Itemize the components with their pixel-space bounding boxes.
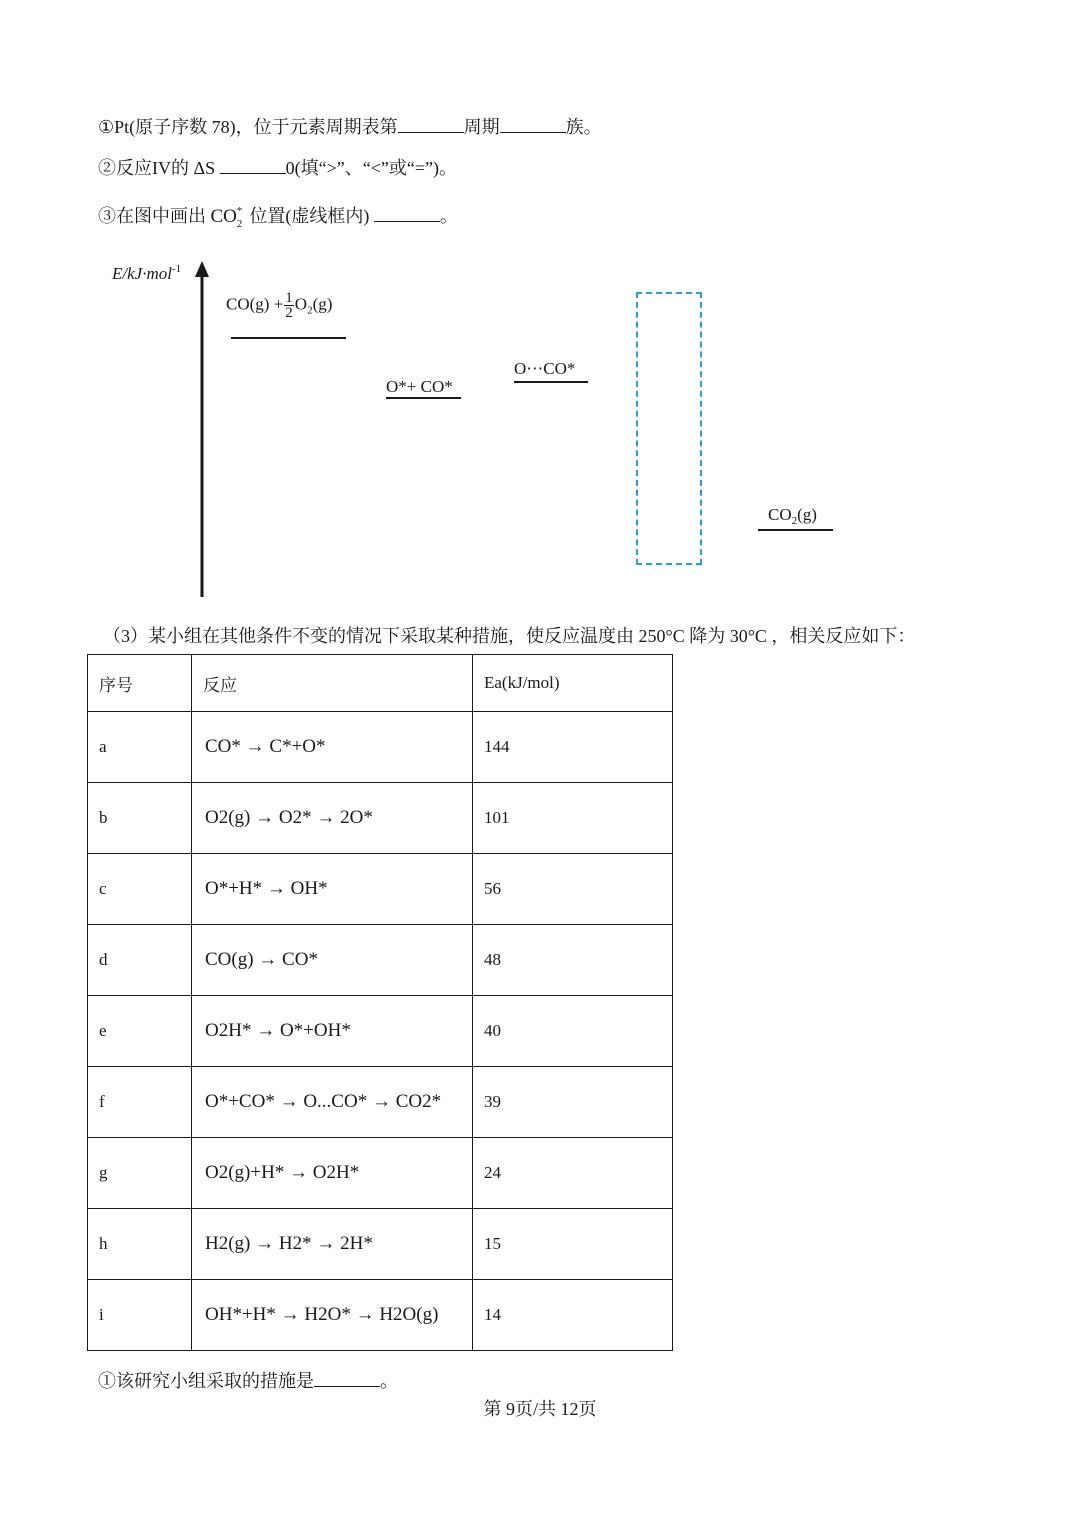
section-3-intro: （3）某小组在其他条件不变的情况下采取某种措施，使反应温度由 250°C 降为 30°C ，相关反应如下：	[103, 626, 916, 646]
reaction-table	[87, 654, 673, 1351]
level-label-product: $CO_2(g)$	[768, 505, 817, 527]
answer-blank-draw[interactable]	[374, 203, 440, 222]
table-row: a CO* → C*+O* 144	[88, 712, 673, 783]
table-row: e O2H* → O*+OH* 40	[88, 996, 673, 1067]
question-draw-co2: ③在图中画出 CO * 2 位置(虚线框内) 。	[98, 204, 458, 230]
level-label-reactants: CO(g) + $\frac{1}{2}$ $O_2(g)$	[226, 290, 333, 321]
page-footer: 第 9页/共 12页	[483, 1399, 597, 1419]
level-label-transition-state: O⋯CO*	[514, 359, 576, 378]
energy-diagram	[100, 255, 900, 605]
table-row: g O2(g)+H* → O2H* 24	[88, 1138, 673, 1209]
level-line-adsorbed	[386, 397, 461, 399]
header-id: 序号	[88, 655, 192, 712]
question-pt-position: ①Pt(原子序数 78)，位于元素周期表第 周期 族。	[98, 113, 602, 139]
table-header-row	[88, 655, 673, 712]
header-ea: Ea(kJ/mol)	[473, 655, 673, 712]
table-row: f O*+CO* → O...CO* → CO2* 39	[88, 1067, 673, 1138]
table-row: c O*+H* → OH* 56	[88, 854, 673, 925]
table-row: h H2(g) → H2* → 2H* 15	[88, 1209, 673, 1280]
question-entropy: ②反应IV的 ΔS 0(填“>”、“<”或“=”)。	[98, 154, 457, 180]
level-line-transition-state	[514, 381, 588, 383]
table-row: d CO(g) → CO* 48	[88, 925, 673, 996]
level-line-reactants	[231, 337, 346, 339]
table-row: i OH*+H* → H2O* → H2O(g) 14	[88, 1280, 673, 1351]
table-row: b O2(g) → O2* → 2O* 101	[88, 783, 673, 854]
answer-blank-period[interactable]	[398, 114, 464, 133]
level-line-product	[758, 529, 833, 531]
question-measure: ①该研究小组采取的措施是 。	[98, 1367, 398, 1393]
axis-label: E/kJ·mol$^{-1}$	[112, 263, 182, 283]
energy-axis	[100, 255, 900, 605]
header-reaction: 反应	[192, 655, 473, 712]
answer-blank-group[interactable]	[500, 114, 566, 133]
dashed-answer-box[interactable]	[636, 292, 702, 565]
answer-blank-entropy[interactable]	[220, 155, 286, 174]
level-label-adsorbed: O*+ CO*	[386, 377, 453, 396]
answer-blank-measure[interactable]	[314, 1368, 380, 1387]
